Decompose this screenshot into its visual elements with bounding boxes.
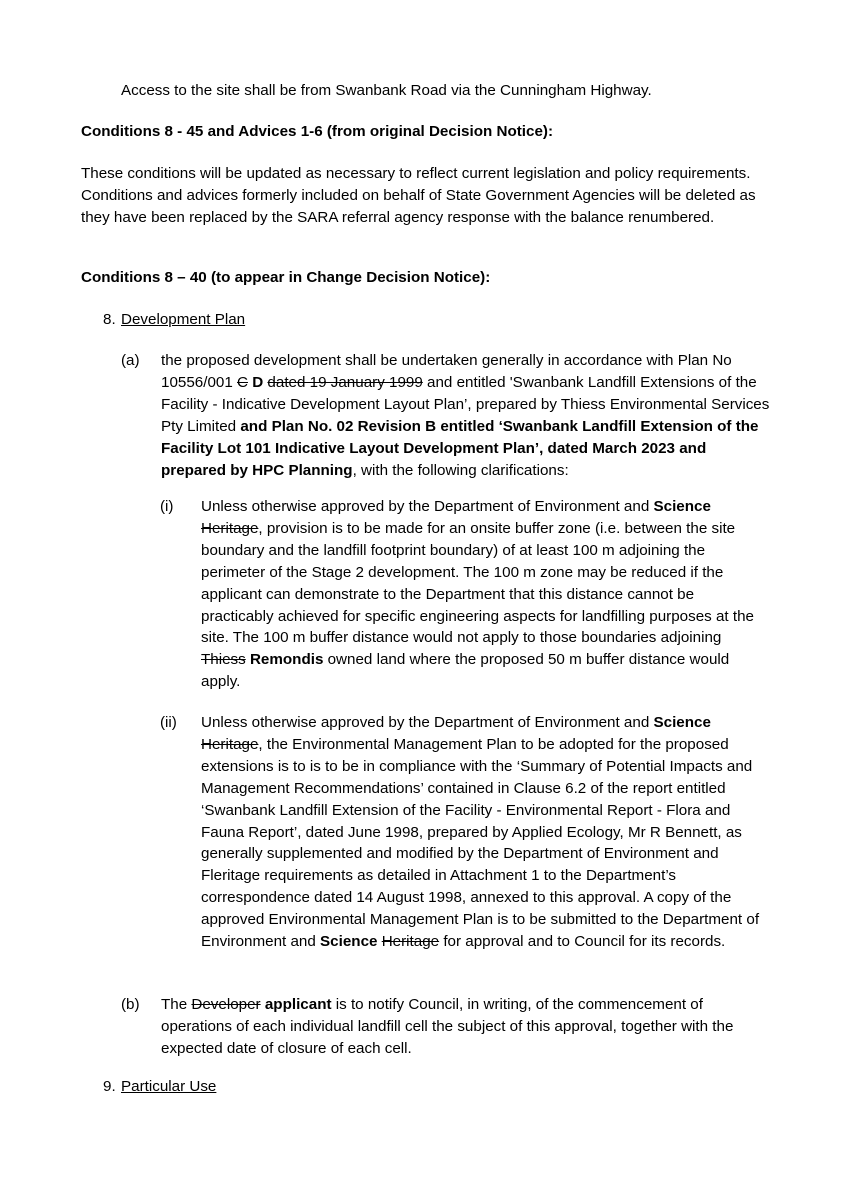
clause-i-text [201,496,766,693]
condition-title: Particular Use [121,1078,217,1095]
inserted-text: applicant [264,996,332,1013]
condition-8-heading [103,309,245,331]
condition-title: Development Plan [121,311,246,328]
text-run: The [161,996,192,1013]
inserted-text: Remondis [249,651,324,669]
deleted-text: C [237,373,248,391]
clause-marker: (b) [121,996,140,1013]
deleted-text: Heritage [201,735,259,753]
text-run: owned land where the proposed 50 m buffer distance would apply. [201,651,730,691]
deleted-text: dated 19 January 1999 [267,373,423,391]
intro-paragraph: These conditions will be updated as necessary to reflect current legislation and policy requirements. Conditions and advices formerly included on behalf of State Government Agencies will be deleted as they have been replaced by the SARA referral agency response with the balance renumbered. [81,165,756,226]
inserted-text: Science [320,933,378,951]
text-run: the proposed development shall be undertaken generally in accordance with Plan No 10556/001 [161,352,732,391]
text-run: is to notify Council, in writing, of the commencement of operations of each individual landfill cell the subject of this approval, together with the expected date of closure of each cell. [161,996,734,1057]
clause-a-text [161,350,771,481]
text-run: , with the following clarifications: [352,461,569,479]
clause-ii-text [201,712,766,953]
clause-marker: (i) [160,498,174,515]
inserted-text: Science [653,714,711,731]
condition-number: 8. [103,311,116,328]
clause-marker: (a) [121,352,140,369]
condition-number: 9. [103,1078,116,1095]
text-run: , the Environmental Management Plan to be adopted for the proposed extensions is to is to be in compliance with the ‘Summary of Potential Impacts and Management Recommendations’ contained in Clause 6.2 of the report entitled ‘Swanbank Landfill Extension of the Facility - Environmental Report - Flora and Fauna Report’, dated June 1998, prepared by Applied Ecology, Mr R Bennett, as generally supplemented and modified by the Department of Environment and Fleritage requirements as detailed in Attachment 1 to the Department’s correspondence dated 14 August 1998, annexed to this approval. A copy of the approved Environmental Management Plan is to be submitted to the Department of Environment and [201,735,760,951]
deleted-text: Heritage [381,933,440,951]
inserted-text: D [252,373,264,391]
clause-marker: (ii) [160,714,177,731]
heading-original-conditions: Conditions 8 - 45 and Advices 1-6 (from original Decision Notice): [81,123,554,140]
clause-b-text [161,994,771,1060]
deleted-text: Thiess [201,651,246,669]
heading-change-conditions: Conditions 8 – 40 (to appear in Change Decision Notice): [81,269,491,286]
text-run: , provision is to be made for an onsite buffer zone (i.e. between the site boundary and the landfill footprint boundary) of at least 100 m adjoining the perimeter of the Stage 2 development. The 100 m zone may be reduced if the applicant can demonstrate to the Department that this distance cannot be practicably achieved for specific engineering aspects for landfilling purposes at the site. The 100 m buffer distance would not apply to those boundaries adjoining [201,519,754,647]
condition-9-heading [103,1076,216,1098]
text-run: Unless otherwise approved by the Department of Environment and [201,498,654,515]
text-run: and entitled 'Swanbank Landfill Extensions of the Facility - Indicative Development Layout Plan’, prepared by Thiess Environmental Services Pty Limited [161,373,770,435]
text-run: for approval and to Council for its records. [439,933,726,951]
inserted-text: Science [653,498,711,515]
deleted-text: Heritage [201,519,259,537]
inserted-text: and Plan No. 02 Revision B entitled ‘Swanbank Landfill Extension of the Facility Lot 101 Indicative Layout Development Plan’, dated March 2023 and prepared by HPC Planning [161,417,759,479]
deleted-text: Developer [191,996,261,1013]
text-run: Unless otherwise approved by the Department of Environment and [201,714,654,731]
access-paragraph: Access to the site shall be from Swanbank Road via the Cunningham Highway. [121,82,652,99]
